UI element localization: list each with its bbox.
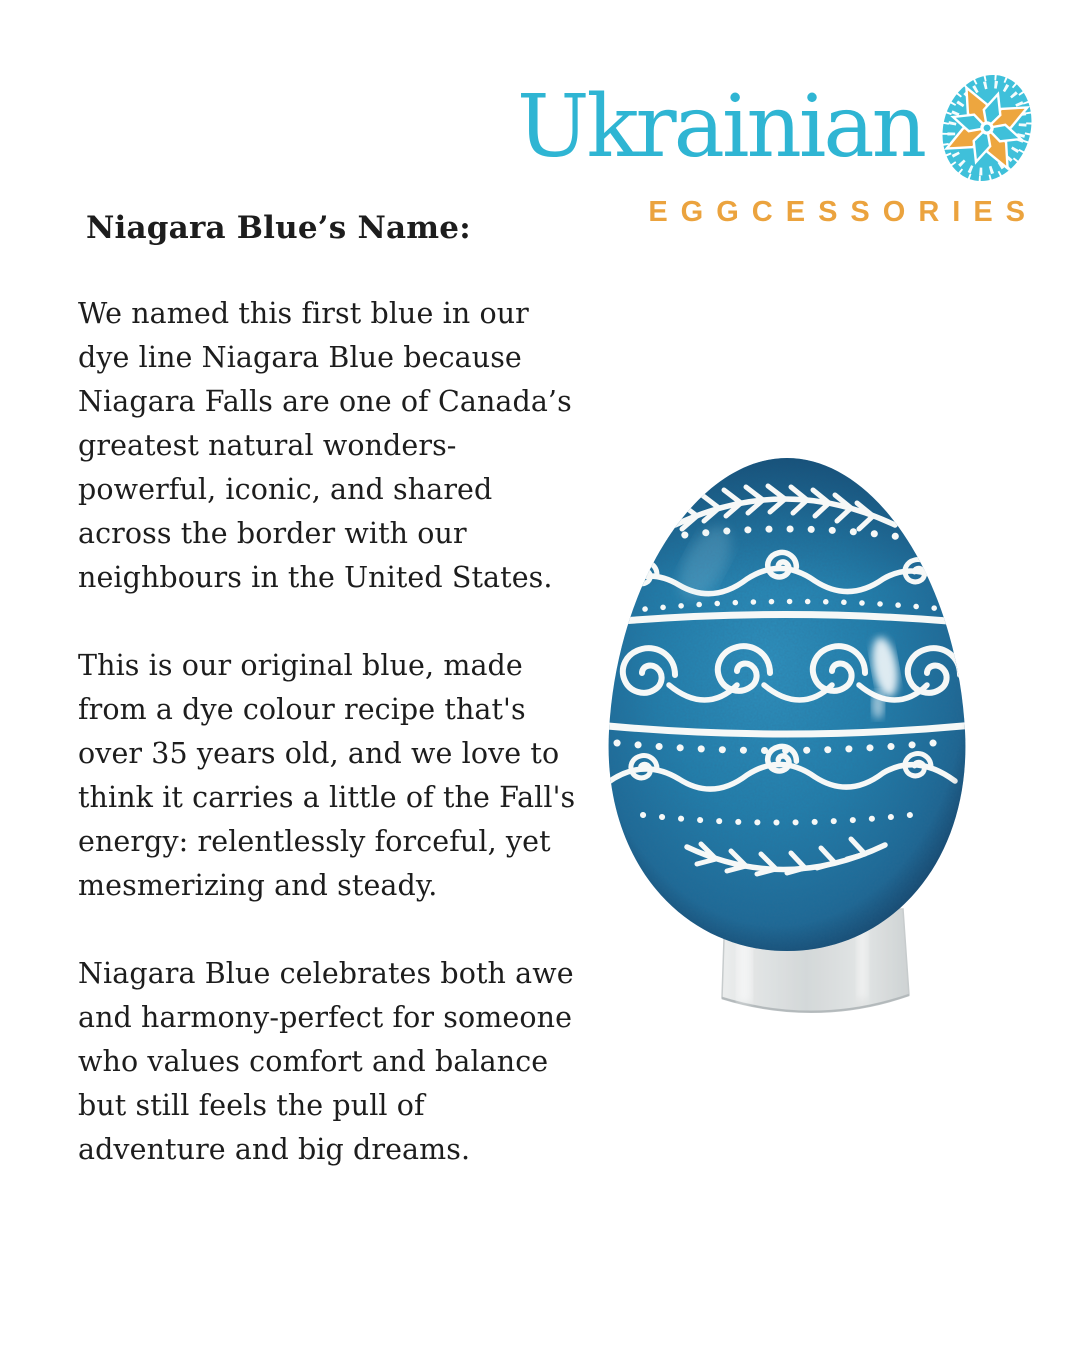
brand-logo [517, 70, 1040, 229]
egg-photo [585, 443, 985, 1043]
pysanka-egg-star-icon [934, 70, 1040, 186]
article [78, 210, 578, 1216]
brand-name: Ukrainian [516, 77, 924, 178]
brand-tagline: EGGCESSORIES [648, 196, 1038, 228]
egg-shell [585, 443, 985, 963]
article-paragraph: This is our original blue, made from a dye colour recipe that's over 35 years old, and we love to think it carries a little of the Fall's energy: relentlessly forceful, yet mesmerizing and steady. [78, 649, 576, 902]
article-paragraph: We named this first blue in our dye line Niagara Blue because Niagara Falls are one of Canada’s greatest natural wonders-powerful, iconic, and shared across the border with our neighbours in the United States. [78, 297, 572, 594]
article-paragraph: Niagara Blue celebrates both awe and harmony-perfect for someone who values comfort and balance but still feels the pull of adventure and big dreams. [78, 957, 574, 1166]
article-heading: Niagara Blue’s Name: [86, 210, 471, 246]
